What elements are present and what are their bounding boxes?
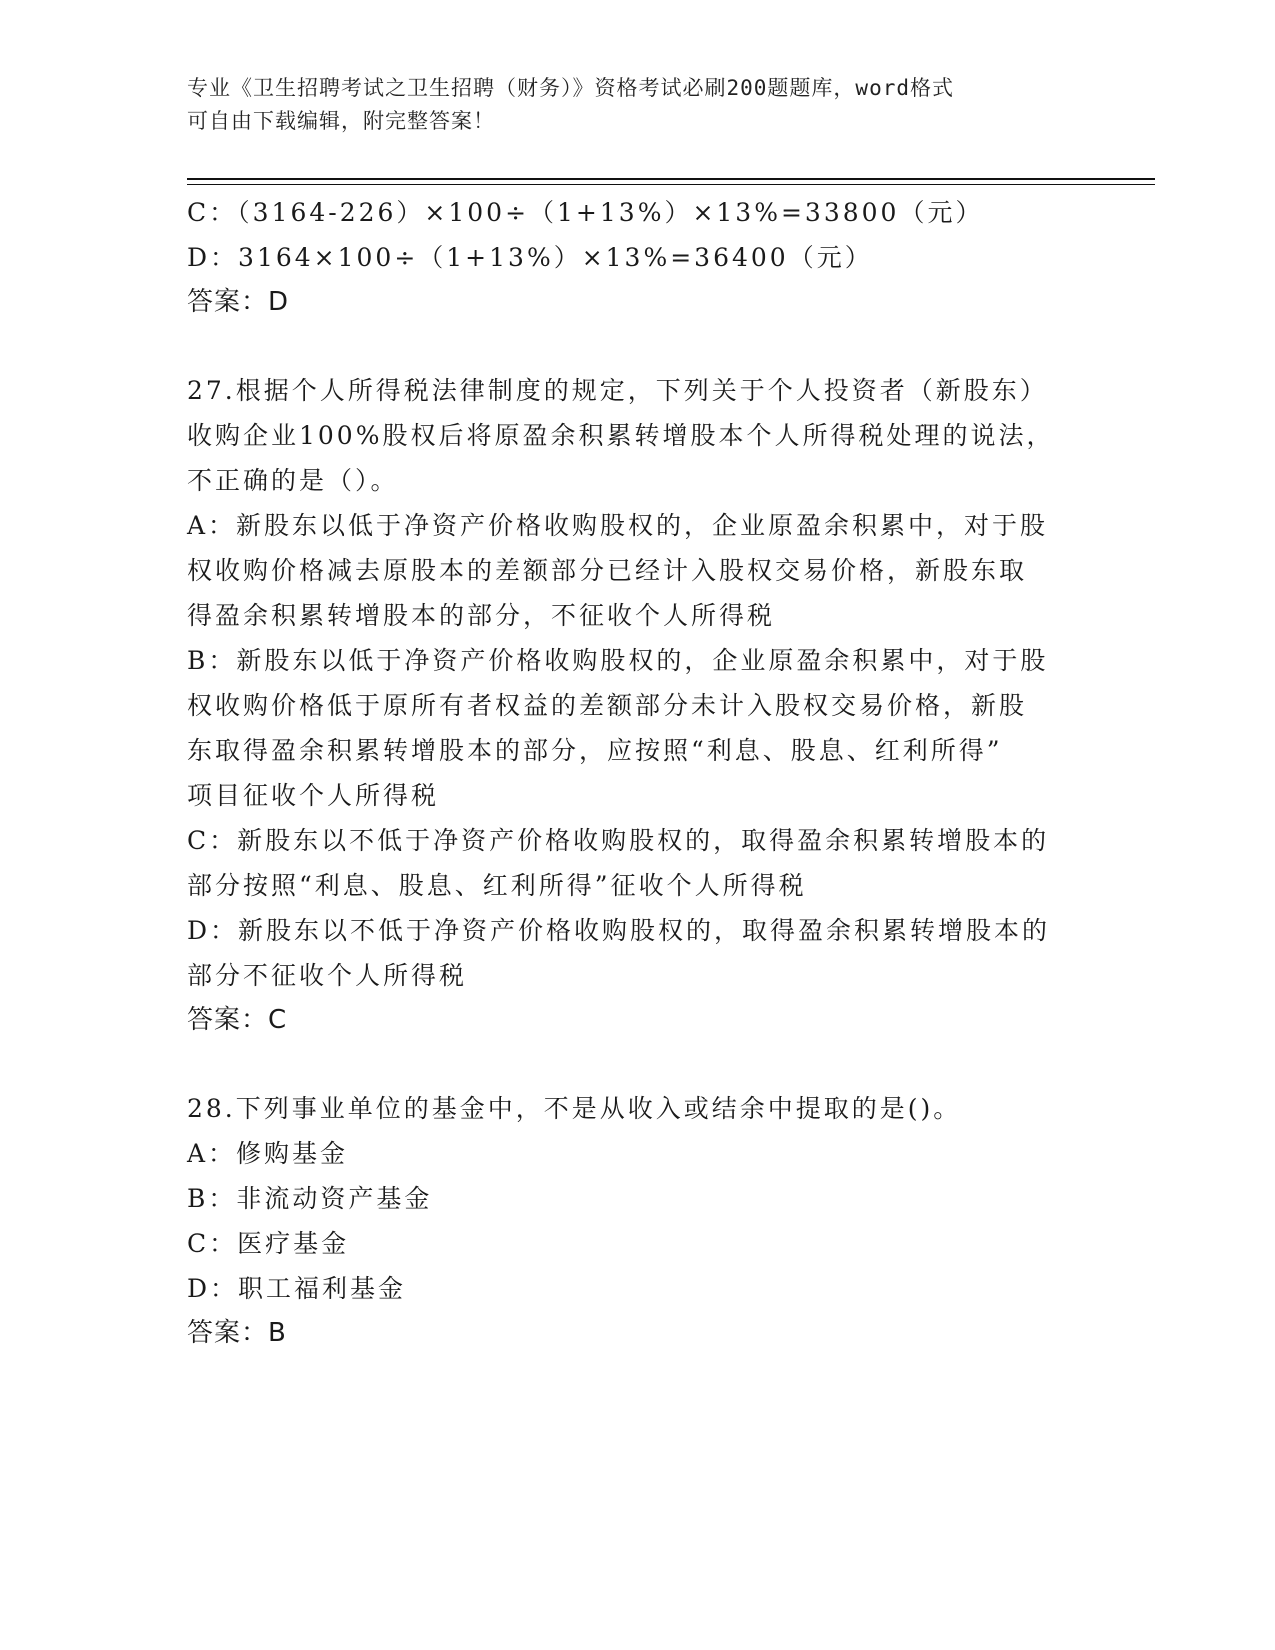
- question-27: [187, 368, 1077, 1043]
- q27-answer: 答案：C: [187, 1005, 288, 1035]
- q28-option-b: B：非流动资产基金: [187, 1184, 433, 1213]
- q27-stem-line: 收购企业100%股权后将原盈余积累转增股本个人所得税处理的说法，: [187, 421, 1055, 450]
- prev-answer: 答案：D: [187, 287, 290, 317]
- question-28: [187, 1086, 1077, 1356]
- prev-option-d: D：3164×100÷（1+13%）×13%=36400（元）: [187, 243, 873, 272]
- header-line-1: 专业《卫生招聘考试之卫生招聘（财务）》资格考试必刷200题题库，word格式: [187, 76, 954, 100]
- q27-option-a-line: A：新股东以低于净资产价格收购股权的，企业原盈余积累中，对于股: [187, 511, 1049, 540]
- q28-option-a: A：修购基金: [187, 1139, 349, 1168]
- q27-option-c-line: C：新股东以不低于净资产价格收购股权的，取得盈余积累转增股本的: [187, 826, 1050, 855]
- q27-option-d-line: D：新股东以不低于净资产价格收购股权的，取得盈余积累转增股本的: [187, 916, 1051, 945]
- q28-option-d: D：职工福利基金: [187, 1274, 407, 1303]
- q27-option-a-line: 得盈余积累转增股本的部分，不征收个人所得税: [187, 601, 776, 630]
- q27-option-a-line: 权收购价格减去原股本的差额部分已经计入股权交易价格，新股东取: [187, 556, 1028, 585]
- header-rule-thin: [187, 184, 1155, 185]
- q28-answer: 答案：B: [187, 1318, 287, 1348]
- spacer: [187, 325, 1077, 368]
- document-body: [187, 190, 1077, 1356]
- q27-option-b-line: 项目征收个人所得税: [187, 781, 440, 810]
- q27-option-b-line: 东取得盈余积累转增股本的部分，应按照“利息、股息、红利所得”: [187, 736, 1003, 765]
- header-line-2: 可自由下载编辑，附完整答案！: [187, 109, 495, 133]
- document-header: [187, 72, 1087, 138]
- q27-option-c-line: 部分按照“利息、股息、红利所得”征收个人所得税: [187, 871, 807, 900]
- prev-option-c: C：（3164-226）×100÷（1+13%）×13%=33800（元）: [187, 198, 984, 227]
- q27-option-d-line: 部分不征收个人所得税: [187, 961, 468, 990]
- q27-option-b-line: B：新股东以低于净资产价格收购股权的，企业原盈余积累中，对于股: [187, 646, 1049, 675]
- spacer: [187, 1043, 1077, 1086]
- q27-stem-line: 27.根据个人所得税法律制度的规定，下列关于个人投资者（新股东）: [187, 376, 1048, 405]
- q28-option-c: C：医疗基金: [187, 1229, 350, 1258]
- q27-option-b-line: 权收购价格低于原所有者权益的差额部分未计入股权交易价格，新股: [187, 691, 1028, 720]
- q28-stem: 28.下列事业单位的基金中，不是从收入或结余中提取的是()。: [187, 1094, 962, 1123]
- header-rule-thick: [187, 178, 1155, 180]
- q27-stem-line: 不正确的是（）。: [187, 466, 399, 495]
